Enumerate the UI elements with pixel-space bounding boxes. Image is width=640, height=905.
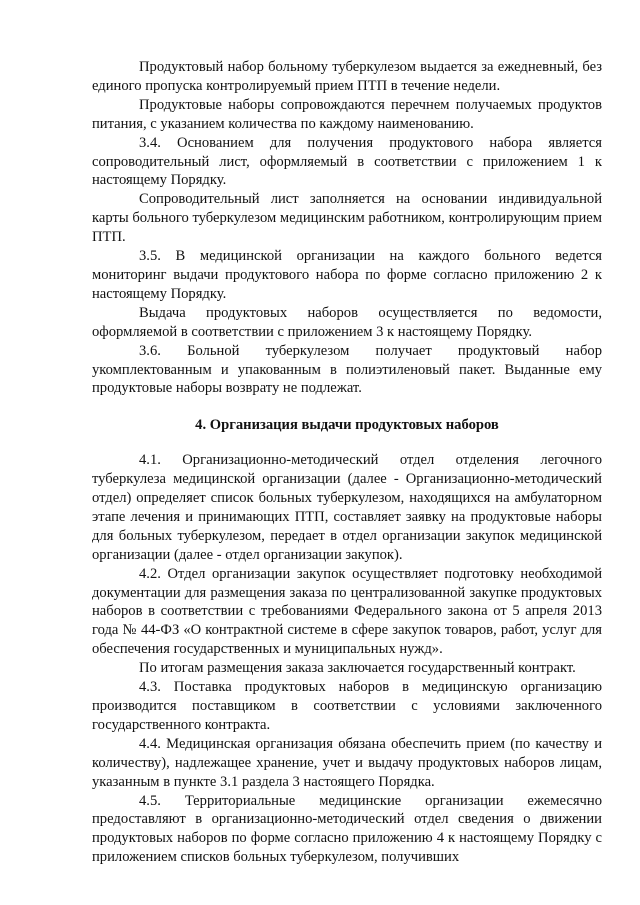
paragraph-4-2: 4.2. Отдел организации закупок осуществляет подготовку необходимой документации для размещения заказа по централизованной закупке продуктовых наборов в соответствии с требованиями Федерального закона от 5 апреля 2013 года № 44-ФЗ «О контрактной системе в сфере закупок товаров, работ, услуг для обеспечения государственных и муниципальных нужд». (92, 565, 602, 658)
paragraph-4-4: 4.4. Медицинская организация обязана обеспечить прием (по качеству и количеству), надлежащее хранение, учет и выдачу продуктовых наборов лицам, указанным в пункте 3.1 раздела 3 настоящего Порядка. (92, 735, 602, 790)
paragraph-4-5: 4.5. Территориальные медицинские организации ежемесячно предоставляют в организационно-методический отдел сведения о движении продуктовых наборов по форме согласно приложению 4 к настоящему Порядку с приложением списков больных туберкулезом, получивших (92, 792, 602, 866)
section-heading: 4. Организация выдачи продуктовых наборов (195, 417, 499, 434)
paragraph-3-4: 3.4. Основанием для получения продуктового набора является сопроводительный лист, оформляемый в соответствии с приложением 1 к настоящему Порядку. (92, 134, 602, 189)
paragraph-3-6: 3.6. Больной туберкулезом получает продуктовый набор укомплектованным и упакованным в полиэтиленовый пакет. Выданные ему продуктовые наборы возврату не подлежат. (92, 342, 602, 397)
paragraph: Продуктовый набор больному туберкулезом выдается за ежедневный, без единого пропуска контролируемый прием ПТП в течение недели. (92, 59, 602, 94)
paragraph-3-5: 3.5. В медицинской организации на каждого больного ведется мониторинг выдачи продуктового набора по форме согласно приложению 2 к настоящему Порядку. (92, 248, 602, 302)
paragraph: Сопроводительный лист заполняется на основании индивидуальной карты больного туберкулезом медицинским работником, контролирующим прием ПТП. (92, 191, 602, 246)
paragraph-4-1: 4.1. Организационно-методический отдел отделения легочного туберкулеза медицинской организации (далее - Организационно-методический отдел) определяет список больных туберкулезом, находящихся на амбулаторном этапе лечения и принимающих ПТП, составляет заявку на продуктовые наборы для больных туберкулезом, передает в отдел организации закупок медицинской организации (далее - отдел организации закупок). (92, 452, 602, 563)
paragraph: По итогам размещения заказа заключается государственный контракт. (139, 660, 576, 677)
paragraph: Выдача продуктовых наборов осуществляется по ведомости, оформляемой в соответствии с приложением 3 к настоящему Порядку. (92, 304, 602, 340)
paragraph: Продуктовые наборы сопровождаются перечнем получаемых продуктов питания, с указанием количества по каждому наименованию. (92, 96, 602, 132)
document-page (92, 58, 602, 867)
paragraph-4-3: 4.3. Поставка продуктовых наборов в медицинскую организацию производится поставщиком в соответствии с условиями заключенного государственного контракта. (92, 679, 602, 733)
